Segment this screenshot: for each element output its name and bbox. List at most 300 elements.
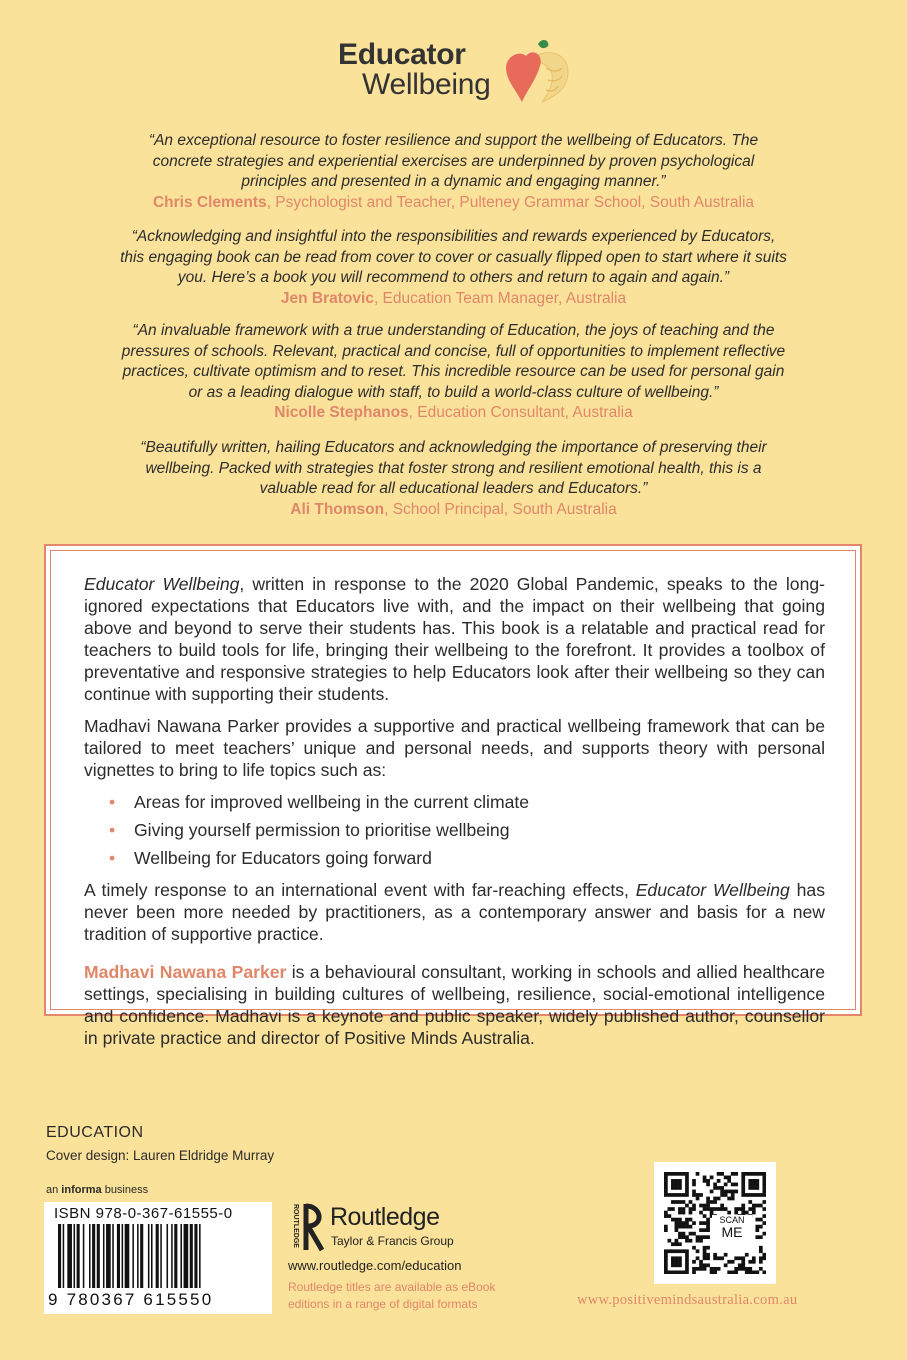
qr-module xyxy=(678,1221,682,1225)
qr-module xyxy=(755,1204,759,1208)
endorsement-quote-2 xyxy=(120,227,787,309)
quote-author-role: , School Principal, South Australia xyxy=(384,500,617,518)
qr-module xyxy=(703,1246,707,1250)
qr-module xyxy=(727,1211,731,1215)
barcode-bar xyxy=(58,1224,61,1288)
qr-module xyxy=(703,1221,707,1225)
qr-module xyxy=(675,1228,679,1232)
ebook-note-line: Routledge titles are available as eBook xyxy=(288,1280,496,1294)
qr-module xyxy=(689,1218,693,1222)
qr-module xyxy=(678,1193,682,1197)
qr-module xyxy=(685,1225,689,1229)
qr-scan-text: SCAN xyxy=(719,1215,745,1225)
qr-module xyxy=(703,1207,707,1211)
qr-module xyxy=(717,1179,721,1183)
qr-module xyxy=(741,1256,745,1260)
qr-module xyxy=(724,1183,728,1187)
qr-module xyxy=(706,1197,710,1201)
qr-module xyxy=(734,1183,738,1187)
qr-module xyxy=(752,1256,756,1260)
book-title-italic: Educator Wellbeing xyxy=(84,574,240,594)
qr-module xyxy=(668,1270,672,1274)
qr-module xyxy=(678,1172,682,1176)
qr-module xyxy=(671,1242,675,1246)
qr-module xyxy=(682,1225,686,1229)
qr-module xyxy=(717,1197,721,1201)
qr-module xyxy=(759,1218,763,1222)
qr-module xyxy=(734,1267,738,1271)
publisher-url[interactable]: www.routledge.com/education xyxy=(288,1258,462,1273)
qr-module xyxy=(755,1183,759,1187)
qr-module xyxy=(703,1256,707,1260)
qr-module xyxy=(720,1190,724,1194)
qr-module xyxy=(748,1193,752,1197)
qr-module xyxy=(710,1200,714,1204)
qr-module xyxy=(762,1214,766,1218)
qr-module xyxy=(703,1179,707,1183)
qr-module xyxy=(664,1263,668,1267)
qr-module xyxy=(678,1207,682,1211)
qr-module xyxy=(727,1197,731,1201)
description-text: A timely response to an international event with far-reaching effects, xyxy=(84,880,636,900)
qr-module xyxy=(762,1190,766,1194)
qr-module xyxy=(664,1190,668,1194)
qr-module xyxy=(675,1242,679,1246)
book-description-box xyxy=(44,544,862,1048)
qr-module xyxy=(752,1186,756,1190)
qr-module xyxy=(745,1270,749,1274)
qr-module xyxy=(682,1200,686,1204)
qr-module xyxy=(675,1249,679,1253)
quote-text: “Beautifully written, hailing Educators and acknowledging the importance of preserving their wellbeing. Packed with strategies that foster strong and resilient emotional health, this is a valuable read for all educational leaders and Educators.” xyxy=(140,439,767,497)
qr-module xyxy=(671,1270,675,1274)
qr-module xyxy=(748,1183,752,1187)
qr-module xyxy=(668,1214,672,1218)
qr-module xyxy=(703,1228,707,1232)
qr-module xyxy=(685,1239,689,1243)
qr-module xyxy=(685,1221,689,1225)
qr-module xyxy=(685,1256,689,1260)
qr-module xyxy=(685,1179,689,1183)
publisher-group: Taylor & Francis Group xyxy=(331,1234,454,1248)
quote-attribution xyxy=(120,289,787,310)
qr-module xyxy=(685,1260,689,1264)
qr-me-text: ME xyxy=(721,1224,743,1240)
quote-author-role: , Education Team Manager, Australia xyxy=(373,289,627,307)
qr-module xyxy=(682,1207,686,1211)
qr-module xyxy=(717,1172,721,1176)
topic-list-item: • Giving yourself permission to prioritise wellbeing xyxy=(84,819,825,841)
qr-module xyxy=(710,1176,714,1180)
qr-module xyxy=(727,1190,731,1194)
book-title-italic: Educator Wellbeing xyxy=(635,880,790,900)
qr-module xyxy=(745,1211,749,1215)
quote-author: Nicolle Stephanos xyxy=(274,404,409,421)
qr-module xyxy=(696,1235,700,1239)
barcode-bar xyxy=(117,1224,120,1288)
qr-module xyxy=(685,1172,689,1176)
qr-module xyxy=(703,1235,707,1239)
qr-module xyxy=(734,1211,738,1215)
qr-module xyxy=(720,1186,724,1190)
qr-module xyxy=(748,1179,752,1183)
qr-module xyxy=(664,1176,668,1180)
qr-module xyxy=(699,1204,703,1208)
qr-module xyxy=(678,1183,682,1187)
qr-module xyxy=(706,1207,710,1211)
qr-module xyxy=(685,1270,689,1274)
qr-module xyxy=(682,1270,686,1274)
qr-module xyxy=(671,1172,675,1176)
qr-module xyxy=(703,1176,707,1180)
author-bio xyxy=(84,961,825,1049)
logo-title-line2: Wellbeing xyxy=(362,68,491,101)
barcode-bar xyxy=(112,1224,114,1288)
qr-module xyxy=(724,1190,728,1194)
qr-module xyxy=(762,1207,766,1211)
description-paragraph-1 xyxy=(84,573,825,705)
qr-module xyxy=(734,1172,738,1176)
qr-module xyxy=(752,1211,756,1215)
qr-module xyxy=(685,1204,689,1208)
qr-module xyxy=(675,1218,679,1222)
qr-module xyxy=(720,1193,724,1197)
qr-module xyxy=(752,1270,756,1274)
qr-module xyxy=(724,1253,728,1257)
qr-module xyxy=(699,1263,703,1267)
qr-module xyxy=(703,1253,707,1257)
qr-module xyxy=(724,1207,728,1211)
barcode-bar xyxy=(140,1224,143,1288)
qr-module xyxy=(703,1204,707,1208)
qr-module xyxy=(689,1232,693,1236)
qr-module xyxy=(724,1176,728,1180)
qr-module xyxy=(675,1183,679,1187)
qr-module xyxy=(664,1183,668,1187)
qr-module xyxy=(675,1186,679,1190)
barcode-bar xyxy=(122,1224,124,1288)
qr-module xyxy=(713,1270,717,1274)
qr-module xyxy=(713,1253,717,1257)
qr-module xyxy=(759,1225,763,1229)
qr-module xyxy=(692,1246,696,1250)
endorsement-quote-3 xyxy=(120,321,787,424)
qr-module xyxy=(689,1239,693,1243)
informa-prefix: an xyxy=(46,1184,62,1196)
qr-module xyxy=(706,1235,710,1239)
qr-module xyxy=(741,1267,745,1271)
qr-module xyxy=(675,1221,679,1225)
qr-module xyxy=(706,1228,710,1232)
qr-module xyxy=(720,1256,724,1260)
qr-module xyxy=(755,1186,759,1190)
qr-module xyxy=(664,1211,668,1215)
qr-module xyxy=(713,1183,717,1187)
qr-module xyxy=(717,1207,721,1211)
qr-module xyxy=(717,1267,721,1271)
qr-module xyxy=(678,1218,682,1222)
qr-module xyxy=(678,1256,682,1260)
qr-module xyxy=(689,1225,693,1229)
qr-module xyxy=(731,1183,735,1187)
qr-module xyxy=(724,1193,728,1197)
barcode-bar xyxy=(167,1224,169,1288)
barcode-bar xyxy=(199,1224,201,1288)
qr-module xyxy=(710,1190,714,1194)
qr-module xyxy=(734,1190,738,1194)
qr-module xyxy=(759,1249,763,1253)
qr-module xyxy=(734,1256,738,1260)
qr-module xyxy=(671,1256,675,1260)
qr-module xyxy=(748,1270,752,1274)
qr-module xyxy=(759,1267,763,1271)
qr-module xyxy=(762,1200,766,1204)
qr-module xyxy=(678,1225,682,1229)
barcode-icon xyxy=(54,1224,262,1292)
qr-module xyxy=(741,1183,745,1187)
qr-module xyxy=(762,1270,766,1274)
qr-module xyxy=(682,1235,686,1239)
qr-module xyxy=(741,1193,745,1197)
qr-module xyxy=(713,1207,717,1211)
qr-module xyxy=(685,1176,689,1180)
qr-module xyxy=(678,1249,682,1253)
qr-module xyxy=(678,1260,682,1264)
barcode-bar xyxy=(194,1224,197,1288)
qr-module xyxy=(731,1197,735,1201)
qr-module xyxy=(685,1186,689,1190)
qr-module xyxy=(675,1239,679,1243)
qr-module xyxy=(762,1176,766,1180)
barcode-bar xyxy=(106,1224,111,1288)
quote-attribution xyxy=(120,193,787,214)
book-logo xyxy=(338,38,578,108)
barcode-bar xyxy=(151,1224,153,1288)
routledge-logo-icon xyxy=(288,1200,328,1256)
qr-module xyxy=(720,1204,724,1208)
qr-module xyxy=(710,1211,714,1215)
heart-brain-logo-icon xyxy=(502,38,578,108)
qr-module xyxy=(762,1172,766,1176)
qr-module xyxy=(710,1267,714,1271)
qr-module xyxy=(696,1239,700,1243)
qr-module xyxy=(748,1207,752,1211)
qr-module xyxy=(675,1256,679,1260)
qr-module xyxy=(692,1190,696,1194)
qr-module xyxy=(741,1172,745,1176)
qr-module xyxy=(759,1246,763,1250)
qr-module xyxy=(720,1207,724,1211)
qr-module xyxy=(689,1211,693,1215)
qr-module xyxy=(692,1207,696,1211)
topic-list xyxy=(84,791,825,869)
qr-code[interactable] xyxy=(654,1162,776,1284)
qr-module xyxy=(759,1235,763,1239)
author-bio-text: is a behavioural consultant, working in schools and allied healthcare settings, specialising in building cultures of wellbeing, resilience, social-emotional intelligence and confidence. Madhavi is a keynote and public speaker, widely published author, counsellor in private practice and director of Positive Minds Australia. xyxy=(84,962,825,1048)
qr-module xyxy=(699,1239,703,1243)
qr-module xyxy=(696,1197,700,1201)
qr-module xyxy=(685,1183,689,1187)
subject-category: EDUCATION xyxy=(46,1124,144,1141)
barcode-bar xyxy=(83,1224,85,1288)
qr-module xyxy=(664,1253,668,1257)
qr-module xyxy=(671,1260,675,1264)
quote-author: Jen Bratovic xyxy=(280,289,374,307)
qr-module xyxy=(664,1270,668,1274)
qr-module xyxy=(692,1193,696,1197)
qr-module xyxy=(692,1204,696,1208)
qr-module xyxy=(727,1260,731,1264)
qr-module xyxy=(706,1204,710,1208)
qr-module xyxy=(738,1256,742,1260)
qr-module xyxy=(731,1260,735,1264)
qr-module xyxy=(664,1179,668,1183)
topic-list-item: • Areas for improved wellbeing in the current climate xyxy=(84,791,825,813)
qr-module xyxy=(755,1172,759,1176)
qr-module xyxy=(699,1221,703,1225)
qr-module xyxy=(664,1172,668,1176)
qr-module xyxy=(664,1186,668,1190)
qr-module xyxy=(685,1253,689,1257)
qr-module xyxy=(752,1204,756,1208)
qr-module xyxy=(717,1256,721,1260)
qr-module xyxy=(741,1263,745,1267)
informa-brand: informa xyxy=(61,1184,102,1196)
qr-module xyxy=(689,1207,693,1211)
qr-module xyxy=(664,1249,668,1253)
barcode-bar xyxy=(97,1224,100,1288)
qr-module xyxy=(671,1249,675,1253)
qr-module xyxy=(706,1179,710,1183)
qr-module xyxy=(755,1218,759,1222)
qr-module xyxy=(706,1221,710,1225)
qr-module xyxy=(762,1256,766,1260)
barcode-digits: 9 780367 615550 xyxy=(48,1290,214,1309)
barcode-bar xyxy=(184,1224,189,1288)
qr-module xyxy=(752,1193,756,1197)
qr-module xyxy=(727,1270,731,1274)
qr-module xyxy=(745,1253,749,1257)
qr-module xyxy=(752,1179,756,1183)
qr-module xyxy=(692,1267,696,1271)
qr-module xyxy=(682,1172,686,1176)
qr-module xyxy=(678,1242,682,1246)
qr-module xyxy=(745,1193,749,1197)
qr-module xyxy=(692,1232,696,1236)
quote-text: “An invaluable framework with a true understanding of Education, the joys of teaching and the pressures of schools. Relevant, practical and concise, full of opportunities to implement reflective practices, cultivate optimism and to reset. This incredible resource can be used for personal gain or as a leading dialogue with staff, to build a world-class culture of wellbeing.” xyxy=(121,322,786,401)
barcode-bar xyxy=(171,1224,173,1288)
qr-module xyxy=(682,1249,686,1253)
qr-module xyxy=(755,1228,759,1232)
qr-module xyxy=(759,1260,763,1264)
qr-module xyxy=(706,1200,710,1204)
qr-module xyxy=(748,1200,752,1204)
qr-module xyxy=(731,1190,735,1194)
description-text: , written in response to the 2020 Global Pandemic, speaks to the long-ignored expectations that Educators live with, and the impact on their wellbeing that going above and beyond to serve their students has. This book is a relatable and practical read for teachers to build tools for life, bringing their wellbeing to the forefront. It provides a toolbox of preventative and responsive strategies to help Educators look after their wellbeing so they can continue with supporting their students. xyxy=(84,574,825,704)
qr-module xyxy=(675,1172,679,1176)
barcode-bar xyxy=(63,1224,65,1288)
qr-module xyxy=(678,1200,682,1204)
author-name: Madhavi Nawana Parker xyxy=(84,962,287,982)
qr-scan-label xyxy=(712,1215,752,1239)
qr-module xyxy=(724,1263,728,1267)
qr-module xyxy=(664,1193,668,1197)
barcode-bar xyxy=(89,1224,91,1288)
qr-module xyxy=(664,1260,668,1264)
qr-module xyxy=(703,1267,707,1271)
qr-module xyxy=(696,1172,700,1176)
qr-module xyxy=(755,1179,759,1183)
qr-module xyxy=(706,1263,710,1267)
barcode-bar xyxy=(125,1224,130,1288)
qr-module xyxy=(741,1179,745,1183)
isbn-barcode xyxy=(44,1202,272,1314)
barcode-bar xyxy=(74,1224,76,1288)
quote-attribution xyxy=(120,500,787,521)
qr-module xyxy=(741,1176,745,1180)
topic-list-item: • Wellbeing for Educators going forward xyxy=(84,847,825,869)
qr-module xyxy=(734,1270,738,1274)
qr-module xyxy=(699,1235,703,1239)
publisher-vertical-text: ROUTLEDGE xyxy=(292,1204,299,1248)
qr-module xyxy=(682,1221,686,1225)
qr-module xyxy=(675,1263,679,1267)
qr-module xyxy=(699,1211,703,1215)
qr-module xyxy=(741,1186,745,1190)
qr-module xyxy=(685,1235,689,1239)
barcode-bar xyxy=(137,1224,139,1288)
qr-module xyxy=(685,1193,689,1197)
quote-text: “Acknowledging and insightful into the responsibilities and rewards experienced by Educators, this engaging book can be read from cover to cover or casually flipped open to start where it suits you. Here’s a book you will recommend to others and return to again and again.” xyxy=(120,228,787,286)
qr-module xyxy=(668,1249,672,1253)
barcode-bar xyxy=(180,1224,182,1288)
qr-module xyxy=(741,1260,745,1264)
qr-module xyxy=(759,1172,763,1176)
qr-module xyxy=(762,1232,766,1236)
qr-module xyxy=(706,1183,710,1187)
qr-module xyxy=(762,1179,766,1183)
qr-module xyxy=(668,1172,672,1176)
qr-module xyxy=(675,1200,679,1204)
qr-module xyxy=(717,1186,721,1190)
qr-module xyxy=(759,1256,763,1260)
qr-module xyxy=(671,1207,675,1211)
qr-module xyxy=(720,1172,724,1176)
qr-module xyxy=(664,1225,668,1229)
ebook-note-line: editions in a range of digital formats xyxy=(288,1297,478,1311)
qr-module xyxy=(696,1267,700,1271)
qr-module xyxy=(738,1267,742,1271)
qr-module xyxy=(745,1267,749,1271)
website-url[interactable]: www.positivemindsaustralia.com.au xyxy=(577,1292,798,1308)
description-paragraph-2: Madhavi Nawana Parker provides a supportive and practical wellbeing framework that can be tailored to meet teachers’ unique and personal needs, and supports theory with personal vignettes to bring to life topics such as: xyxy=(84,716,825,780)
qr-module xyxy=(685,1267,689,1271)
quote-author-role: , Psychologist and Teacher, Pulteney Grammar School, South Australia xyxy=(266,193,755,211)
qr-module xyxy=(678,1211,682,1215)
quote-author-role: , Education Consultant, Australia xyxy=(408,404,633,421)
qr-module xyxy=(692,1183,696,1187)
qr-module xyxy=(703,1214,707,1218)
barcode-bar xyxy=(103,1224,105,1288)
qr-module xyxy=(675,1225,679,1229)
qr-module xyxy=(689,1200,693,1204)
barcode-bar xyxy=(174,1224,177,1288)
qr-module xyxy=(755,1193,759,1197)
qr-module xyxy=(759,1204,763,1208)
qr-module xyxy=(706,1256,710,1260)
qr-module xyxy=(713,1186,717,1190)
qr-module xyxy=(741,1204,745,1208)
